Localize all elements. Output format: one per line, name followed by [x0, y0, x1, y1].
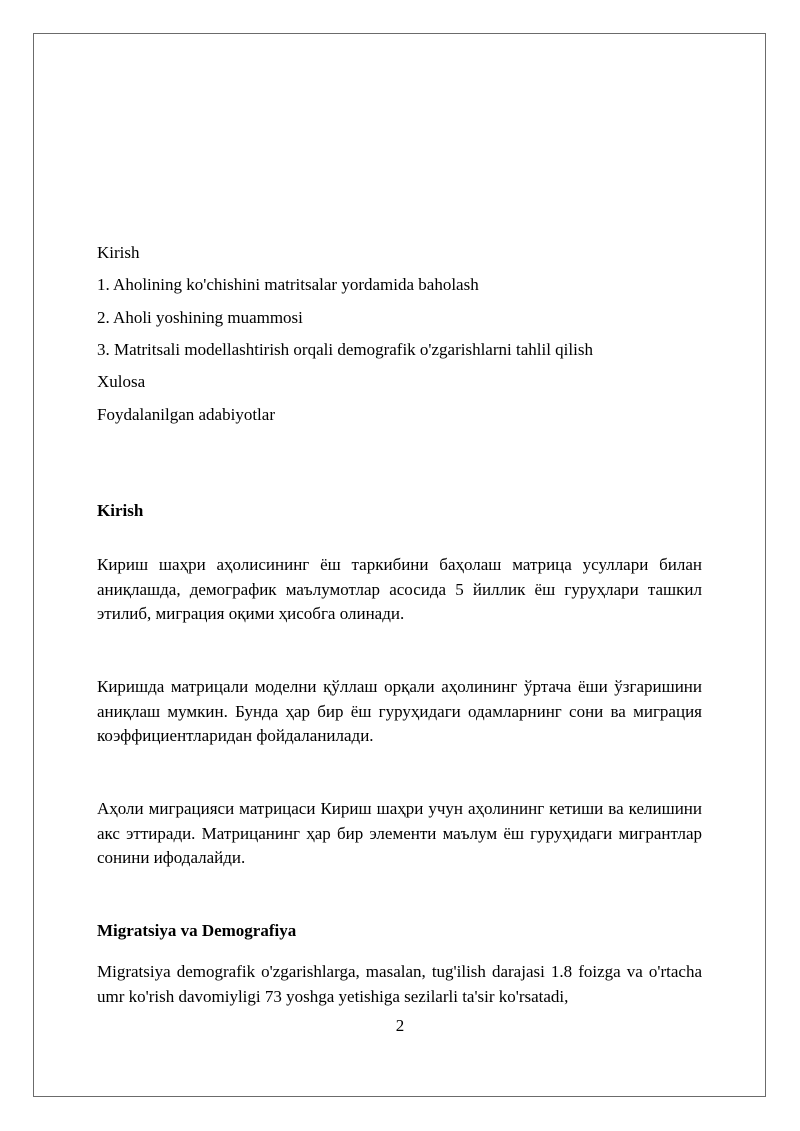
- intro-paragraph-2: Киришда матрицали моделни қўллаш орқали аҳолининг ўртача ёши ўзгаришини аниқлаш мумкин. Бунда ҳар бир ёш гуруҳидаги одамларнинг сони ва миграция коэффициентларидан фойдаланилади.: [97, 677, 702, 745]
- section-paragraph: Migratsiya demografik o'zgarishlarga, masalan, tug'ilish darajasi 1.8 foizga va o'rtacha umr ko'rish davomiyligi 73 yoshga yetishiga sezilarli ta'sir ko'rsatadi,: [97, 962, 702, 1006]
- toc-item-kirish: Kirish: [97, 243, 140, 262]
- page-number: 2: [395, 1016, 405, 1035]
- section-heading: Migratsiya va Demografiya: [97, 921, 297, 940]
- intro-paragraph-1: Кириш шаҳри аҳолисининг ёш таркибини баҳолаш матрица усуллари билан аниқлашда, демографик маълумотлар асосида 5 йиллик ёш гуруҳлари ташкил этилиб, миграция оқими ҳисобга олинади.: [97, 555, 702, 623]
- toc-item-3: 3. Matritsali modellashtirish orqali demografik o'zgarishlarni tahlil qilish: [97, 340, 593, 359]
- toc-item-1: 1. Aholining ko'chishini matritsalar yordamida baholash: [97, 275, 479, 294]
- toc-item-2: 2. Aholi yoshining muammosi: [97, 308, 303, 327]
- toc-item-adabiyotlar: Foydalanilgan adabiyotlar: [97, 405, 275, 424]
- intro-paragraph-3: Аҳоли миграцияси матрицаси Кириш шаҳри учун аҳолининг кетиши ва келишини акс эттиради. Матрицанинг ҳар бир элементи маълум ёш гуруҳидаги мигрантлар сонини ифодалайди.: [97, 799, 702, 867]
- toc-item-xulosa: Xulosa: [97, 372, 146, 391]
- intro-heading: Kirish: [97, 501, 144, 520]
